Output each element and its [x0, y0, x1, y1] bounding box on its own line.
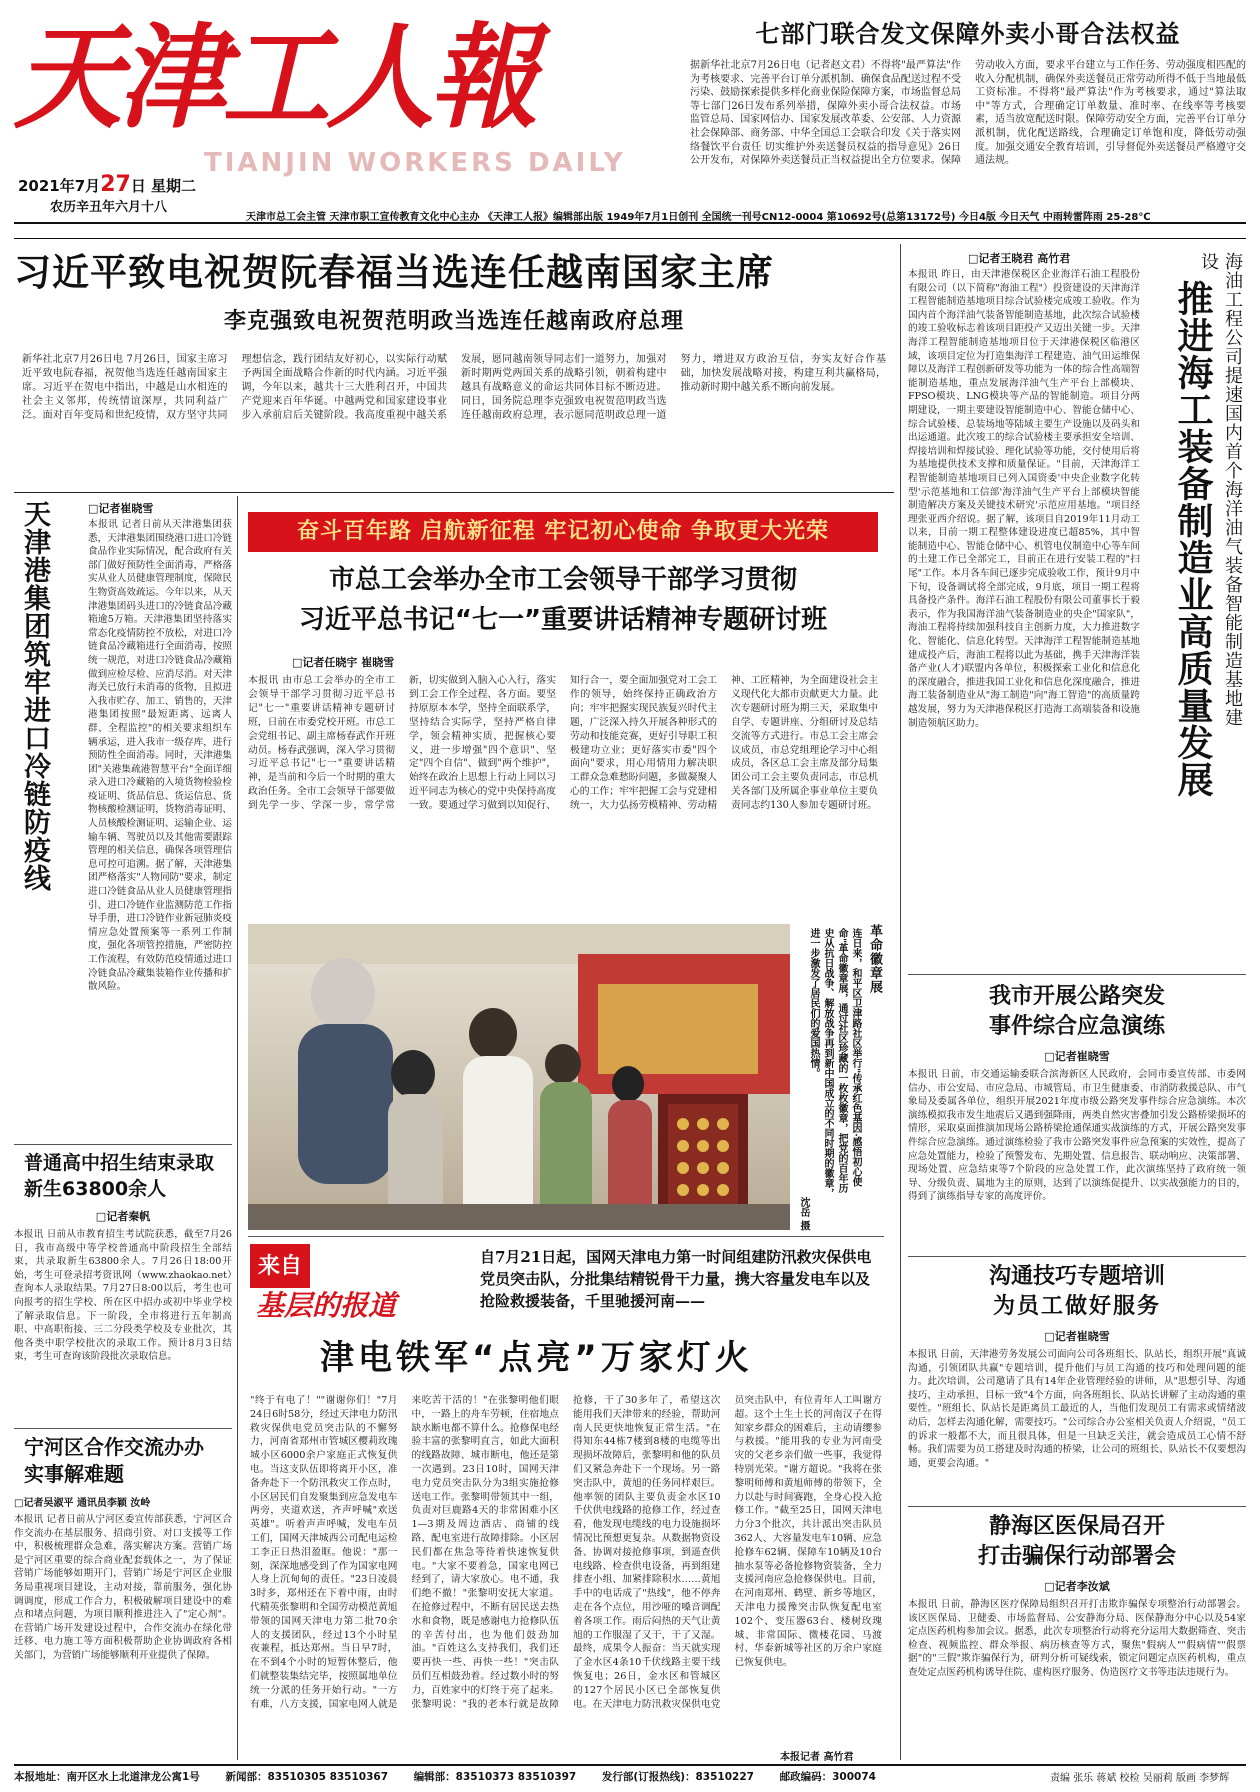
left-story-port: [14, 500, 232, 1140]
lunar-date: 农历辛丑年六月十八: [50, 200, 168, 215]
footer-staff: 责编 张乐 蒋斌 校检 吴丽莉 版画 李梦辉: [1050, 1773, 1230, 1784]
left-story-ninghe-body: 本报讯 记者日前从宁河区委宣传部获悉，宁河区合作交流办在基层服务、招商引资、对口支援等工作中，积极梳理群众急难，落实解决方案。营销广场是宁河区重要的综合商业配套载体之一，为了保证营销广场能够如期开门，营销广场是宁河区企业服务局重视项目建设，主动对接，靠前服务，强化协调调度，形成工作合力，积极破解项目建设中的难点和堵点问题，为项目顺利推进注入了"定心剂"。在营销广场开发建设过程中，合作交流办在绿化带迁移、电力施工等方面积极帮助企业协调政府各相关部门，为营销广场能够顺利开业提供了保障。: [14, 1514, 232, 1661]
issue-day: 27: [100, 172, 131, 197]
left-story-enrollment: [14, 1150, 232, 1420]
drill-title-2: 事件综合应急演练: [988, 1014, 1165, 1039]
left-story-enrollment-title: 普通高中招生结束录取新生63800余人: [24, 1152, 215, 1200]
grassroots-tag-text: 基层的报道: [256, 1289, 397, 1322]
centenary-banner: 奋斗百年路 启航新征程 牢记初心使命 争取更大光荣: [248, 512, 878, 552]
photo-title: 革命徽章展: [867, 924, 882, 994]
training-title-1: 沟通技巧专题培训: [988, 1264, 1165, 1289]
lead-subtitle: 李克强致电祝贺范明政当选连任越南政府总理: [223, 308, 684, 334]
exhibition-photo-image: [248, 924, 790, 1230]
medicare-title-2: 打击骗保行动部署会: [977, 1544, 1176, 1569]
lead-title: 习近平致电祝贺阮春福当选连任越南国家主席: [14, 251, 774, 294]
right-story-training: [908, 1262, 1246, 1502]
issue-info-bar: 天津市总工会主管 天津市职工宣传教育文化中心主办 《天津工人报》编辑部出版 1949年7月1日创刊 全国统一刊号CN12-0004 第10692号(总第13172号) 今日4版 今日天气 中雨转雷阵雨 25-28℃: [246, 212, 1151, 223]
lead-story: [14, 244, 894, 484]
union-study-title-1: 市总工会举办全市工会领导干部学习贯彻: [328, 565, 797, 595]
feature-credit: 本报记者 高竹君: [780, 1752, 854, 1763]
photo-caption: 连日来，和平区卫津路社区举行"传承红色基因·感悟初心使命"革命徽章展，通过社区珍藏的一枚枚徽章，把党的百年历史从抗日战争、解放战争再到新中国成立的不同时期的徽章，进一步激发了居民们的爱国热情。: [808, 928, 861, 1198]
offshore-body: 本报讯 昨日，由天津港保税区企业海洋石油工程股份有限公司（以下简称"海油工程"）投资建设的天津海洋工程智能制造基地项目综合试验楼完成竣工验收。作为国内首个海洋油气装备智能制造基地，此次综合试验楼的竣工验收标志着该项目距投产又迈出关键一步。天津海洋工程智能制造基地项目位于天津港保税区临港区域，该项目定位为打造集海洋工程建造、油气田运维保障以及海洋工程创新研发等功能为一体的综合性高端智能制造基地，重点发展海洋油气生产平台上部模块、FPSO模块、LNG模块等产品的智能制造。项目分两期建设，一期主要建设智能制造中心、智能仓储中心、综合试验楼、总装场地等陆域主要生产设施以及码头和出运通道。此次竣工的综合试验楼主要承担安全培训、焊接培训和焊接试验、理化试验等功能，交付使用后将为基地提供技术支撑和质量保证。"目前，天津海洋工程智能制造基地项目已列入国资委'中央企业数字化转型'示范基地和工信部'海洋油气生产平台上部模块智能制造解决方案及关键技术研究'示范应用基地。"项目经理张亚西介绍说。据了解，该项目自2019年11月动工以来，目前一期工程整体建设进度已超85%，其中智能制造中心、智能仓储中心、机管电仪制造中心等车间的土建工作已全部完工，目前正在进行安装工程的"扫尾"工作。本月各车间已逐步完成验收工作，预计9月中下旬，设备调试将全部完成，9月底，项目一期工程将具备投产条件。海洋石油工程股份有限公司董事长于毅表示，作为我国海洋油气装备制造业的央企"国家队"，海油工程将持续加强科技自主创新力度，大力推进数字化、智能化、信息化转型。天津海洋工程智能制造基地建成投产后，海油工程将以此为基础，携手天津海洋装备产业(人才)联盟内各单位，积极探索工业化和信息化的深度融合，推进我国工业化和信息化深度融合，推进海工装备制造业从"海工制造"向"海工智造"的高质量跨越发展，努力为天津港保税区打造海工高端装备和设施制造领航区助力。: [908, 269, 1140, 729]
offshore-subtitle: 海油工程公司提速国内首个海洋油气装备智能制造基地建设: [1198, 252, 1243, 727]
left-story-port-body: 本报讯 记者日前从天津港集团获悉，天津港集团围绕港口进口冷链食品作业实际情况，配合政府有关部门做好预防性全面消毒，严格落实从业人员健康管理制度，保障民生物资高效疏运。今年以来，从天津港集团码头进口的冷链食品冷藏箱逾5万箱。天津港集团坚持落实常态化疫情防控不放松，对进口冷链食品冷藏箱进行全面消毒，按照统一规范，对进口冷链食品冷藏箱做到应检尽检、应消尽消。对天津海关已放行未消毒的货物，且拟进入我市贮存、加工、销售的，天津港集团按照"最短距离、远离人群、全程监控"的相关要求组织车辆承运，进入我市一级存库，进行预防性全面消毒。同时，天津港集团"关港集疏港智慧平台"全面详细录入进口冷藏箱的入境货物检验检疫证明、货品信息、货运信息、货物核酸检测证明，货物消毒证明、人员核酸检测证明、运输企业、运输车辆、驾驶员以及其他需要跟踪管理的相关信息，确保各项管理信息可控可追溯。据了解，天津港集团严格落实"人物同防"要求，制定进口冷链食品从业人员健康管理指引、进口冷链作业监测防范工作指导手册，进口冷链作业新冠肺炎疫情应急处置预案等一系列工作制度，强化各项管控措施，严密防控工作流程，有效防范疫情通过进口冷链食品冷藏集装箱作业传播和扩散风险。: [88, 519, 232, 993]
training-title-2: 为员工做好服务: [992, 1294, 1161, 1319]
training-byline: □记者崔晓雪: [1044, 1330, 1110, 1343]
masthead-logo: 天津工人報: [14, 11, 535, 145]
left-story-ninghe: [14, 1434, 232, 1754]
photo-caption-block: [796, 924, 884, 1230]
offshore-byline: □记者王晓君 高竹君: [968, 252, 1071, 265]
footer-edit-dept: 编辑部：83510373 83510397: [413, 1771, 577, 1783]
masthead: [14, 10, 714, 215]
footer-distribution: 发行部(订报热线)：83510227: [601, 1771, 754, 1783]
left-story-ninghe-byline: □记者吴淑平 通讯员李颖 汝岭: [14, 1498, 151, 1509]
drill-title-1: 我市开展公路突发: [988, 984, 1165, 1009]
medicare-body: 本报讯 日前，静海区医疗保障局组织召开打击欺诈骗保专项整治行动部署会。该区医保局、卫健委、市场监督局、公安静海分局、医保静海分中心以及54家定点医药机构参加会议。据悉，此次专项整治行动将充分运用大数据筛查、突击检查、视频监控、群众举报、病历核查等方式，聚焦"假病人""假病情""假票据"的"三假"欺诈骗保行为，研判分析可疑线索，锁定问题定点医药机构，重点查处定点医药机构诱导住院、虚构医疗服务、伪造医疗文书等违法违规行为。: [908, 1599, 1246, 1678]
grassroots-tag-red: 来自: [250, 1244, 310, 1288]
top-story-title: 七部门联合发文保障外卖小哥合法权益: [755, 20, 1181, 48]
left-story-enrollment-body: 本报讯 日前从市教育招生考试院获悉，截至7月26日，我市高级中等学校普通高中阶段招生全部结束，共录取新生63800余人。7月26日18:00开始，考生可登录招考资讯网（www.zhaokao.net）查询本人录取结果。7月27日8:00以后，考生也可向报考的招生学校、所在区中招办或初中毕业学校了解录取信息。下一阶段，全市将进行五年制高职、中高职衔接、三二分段类学校及专业批次，其他各类中职学校批次的录取工作。预计8月3日结束，考生可查询该阶段批次录取信息。: [14, 1229, 232, 1363]
left-story-enrollment-byline: □记者秦帆: [95, 1210, 151, 1223]
photo-credit: 沈岳 摄: [798, 1196, 809, 1230]
feature-body: "终于有电了！""谢谢你们！"7月24日6时58分，经过天津电力防汛救灾保供电党员突击队的不懈努力，河南省郑州市管城区樱莉玫瑰城小区6000余户家庭正式恢复供电。当这支队伍即将离开小区，准备奔赴下一个防汛救灾工作点时，小区居民们自发聚集到应急发电车两旁，夹道欢送，齐声呼喊"欢送英雄"。听着声声呼喊，发电车员工们，国网天津城西公司配电运检工李正日热泪盈眶。他说："那一刻，深深地感受到了作为国家电网人身上沉甸甸的责任。"23日凌晨3时多，郑州还在下着中雨，由时代精英张黎明和全国劳动模范黄旭带领的国网天津电力第二批70余人的支援团队，经过13个小时星夜兼程，抵达郑州。当日早7时，在不到4个小时的短暂休整后，他们就整装集结完毕，按照属地单位统一分派的任务开始行动。"一方有难，八方支援，国家电网人就是来吃苦干活的！"在张黎明他们眼中，一路上的舟车劳顿，住宿地点缺水断电都不算什么。抢修保电经验丰富的张黎明直言，如此大面积的线路故障、城市断电，他还是第一次遇到。23日10时，国网天津电力党员突击队分为3组实施抢修送电工作。张黎明带领其中一组，负责对巨鹿路4天的非常困难小区1—3期及周边酒店、商铺的线路、配电室进行故障排除。小区居民们都在焦急等待着快速恢复供电。"大家不要着急，国家电网已经到了，请大家放心。电不通，我们绝不撤！"张黎明安抚大家道。在抢修过程中，不断有居民送去热水和食物，既是感谢电力抢修队伍的辛苦付出，也为他们鼓劲加油。"百姓这么支持我们，我们还要再快一些、再快一些！"突击队员们互相鼓劲着。经过数小时的努力，百姓家中的灯终于亮了起来。张黎明说："我的老本行就是故障抢修，干了30多年了，希望这次能用我们天津带来的经验，帮助河南人民更快地恢复正常生活。"在得知东44栋7楼到8楼的电缆等出现损坏故障后，张黎明和他的队员们又紧急奔赴下一个现场。另一路突击队中，黄旭的任务同样艰巨。他率领的团队主要负责金水区10千伏供电线路的抢修工作，经过查看，他发现电缆线的电力设施损坏情况比预想更复杂。从数据物资设备、协调对接抢修事项，到遥查供电线路、检查供电设备，再到组建排查小组、加紧排除积水……黄旭手中的电话成了"热线"，他不停奔走在各个点位，用沙哑的嗓音调配着各项工作。雨后闷热的天气让黄旭的工作服湿了又干，干了又湿。最终，成果令人振奋：当天就实现了金水区4条10千伏线路主要干线恢复电；26日，金水区和管城区的127个居民小区已全部恢复供电。在天津电力防汛救灾保供电党员突击队中，有位青年人工叫谢方超。这个土生土长的河南汉子在得知家乡群众的困难后，主动请缨参与救援。"能用我的专业为河南受灾的父老乡亲们做一些事，我觉得特别光荣。"谢方超说。"我将在张黎明师傅和黄旭师傅的带领下，全力以赴与时间赛跑，全身心投入抢修工作。"截至25日，国网天津电力分3个批次，共计派出突击队员362人、大容量发电车10辆、应急抢修车62辆、保障车10辆及10台抽水泵等必备抢修物资装备，全力支援河南应急抢修保供电。目前，在河南郑州、鹤壁、新乡等地区，天津电力援豫突击队恢复配电室102个、变压器63台、楼树玫瑰城、非常国际、微楼花园、马渡村、华泰新城等社区的万余户家庭已恢复供电。: [250, 1395, 882, 1710]
right-story-drill: [908, 982, 1246, 1252]
medicare-byline: □记者李汝斌: [1044, 1580, 1110, 1593]
masthead-pinyin: TIANJIN WORKERS DAILY: [204, 148, 626, 178]
top-story-body: 据新华社北京7月26日电（记者赵文君）不得将"最严算法"作为考核要求、完善平台订单分派机制、确保食品配送过程不受污染、鼓励探索提供多样化商业保险保障方案，市场监督总局等七部门26日发布系列举措，保障外卖小哥合法权益。市场监管总局、国家网信办、国家发展改革委、公安部、人力资源社会保障部、商务部、中华全国总工会联合印发《关于落实网络餐饮平台责任 切实维护外卖送餐员权益的指导意见》26日公开发布，对保障外卖送餐员正当权益提出全方位要求。保障劳动收入方面，要求平台建立与工作任务、劳动强度相匹配的收入分配机制，确保外卖送餐员正常劳动所得不低于当地最低工资标准。不得将"最严算法"作为考核要求，通过"算法取中"等方式，合理确定订单数量、准时率、在线率等考核要素，适当放宽配送时限。保障劳动安全方面，完善平台订单分派机制，优化配送路线，合理确定订单饱和度，降低劳动强度。加强交通安全教育培训，引导督促外卖送餐员严格遵守交通法规。: [690, 60, 1246, 167]
footer-news-dept: 新闻部：83510305 83510367: [225, 1771, 389, 1783]
left-story-port-byline: □记者崔晓雪: [88, 502, 154, 515]
drill-byline: □记者崔晓雪: [1044, 1050, 1110, 1063]
right-story-medicare: [908, 1512, 1246, 1756]
feature-intro: 自7月21日起，国网天津电力第一时间组建防汛救灾保供电党员突击队，分批集结精锐骨干力量，携大容量发电车以及抢险救援装备，千里驰援河南——: [480, 1248, 872, 1310]
left-story-ninghe-title: 宁河区合作交流办办实事解难题: [24, 1435, 204, 1486]
union-study-title-2: 习近平总书记“七一”重要讲话精神专题研讨班: [298, 605, 828, 635]
left-story-port-title: 天津港集团筑牢进口冷链防疫线: [19, 500, 50, 892]
lead-body: 新华社北京7月26日电 7月26日，国家主席习近平致电阮春福，祝贺他当选连任越南国家主席。习近平在贺电中指出，中越是山水相连的社会主义邻邦，传统情谊深厚，共同利益广泛。面对百年变局和世纪疫情，双方坚守共同理想信念，践行团结友好初心，以实际行动赋予两国全面战略合作新的时代内涵。习近平强调，今年以来，越共十三大胜利召开，中国共产党迎来百年华诞。中越两党和国家建设事业步入承前启后关键阶段。我高度重视中越关系发展，愿同越南领导同志们一道努力，加强对新时期两党两国关系的战略引领，朝着构建中越具有战略意义的命运共同体目标不断迈进。同日，国务院总理李克强致电祝贺范明政当选连任越南政府总理，表示愿同范明政总理一道努力，增进双方政治互信，夯实友好合作基础，加快发展战略对接，构建互利共赢格局，推动新时期中越关系不断向前发展。: [22, 354, 886, 421]
top-story: [690, 14, 1246, 194]
footer-postcode: 邮政编码：300074: [779, 1771, 876, 1783]
footer-address: 本报地址：南开区水上北道津龙公寓1号: [14, 1771, 200, 1783]
badge-exhibition-photo: [248, 924, 790, 1230]
medicare-title-1: 静海区医保局召开: [988, 1514, 1165, 1539]
grassroots-report-tag: [250, 1244, 446, 1324]
union-study-byline: □记者任晓宇 崔晓雪: [292, 656, 395, 669]
union-study-body: 本报讯 由市总工会举办的全市工会领导干部学习贯彻习近平总书记"七一"重要讲话精神专题研讨班，日前在市委党校开班。市总工会党组书记、副主席杨春武作开班动员。杨春武强调，深入学习贯彻习近平总书记"七一"重要讲话精神，是当前和今后一个时期的重大政治任务。全市工会领导干部要做到先学一步、学深一步，常学常新，切实做到入脑入心入行，落实到工会工作全过程、各方面。要坚持原原本本学，坚持全面联系学，坚持结合实际学，坚持严格自律学，领会精神实质，把握核心要义，进一步增强"四个意识"、坚定"四个自信"、做到"两个维护"，始终在政治上思想上行动上同以习近平同志为核心的党中央保持高度一致。要通过学习做到以知促行、知行合一，要全面加强党对工会工作的领导，始终保持正确政治方向；牢牢把握实现民族复兴时代主题，广泛深入持久开展各种形式的劳动和技能竞赛，更好引导职工积极建功立业；更好落实市委"四个面向"要求，用心用情用力解决职工群众急难愁盼问题，多做凝聚人心的工作；牢牢把握工会与党建相统一，大力弘扬劳模精神、劳动精神、工匠精神，为全面建设社会主义现代化大都市贡献更大力量。此次专题研讨班为期三天，采取集中自学、专题讲座、分组研讨及总结交流等方式进行。市总工会主席会议成员，市总党组理论学习中心组成员，各区总工会主席及部分局集团公司工会主要负责同志，市总机关各部门及所属企事业单位主要负责同志约130人参加专题研讨班。: [248, 675, 878, 812]
right-story-offshore: [908, 250, 1246, 970]
union-study-story: [248, 560, 878, 888]
offshore-title: 推进海工装备制造业高质量发展: [1172, 280, 1213, 798]
drill-body: 本报讯 日前，市交通运输委联合滨海新区人民政府，会同市委宣传部、市委网信办、市公安局、市应急局、市城管局、市卫生健康委、市消防救援总队、市气象局及委属各单位，组织开展2021年度市级公路突发事件综合应急演练。本次演练模拟我市发生地震后又遇到强降雨，两类自然灾害叠加引发公路桥梁损坏的情形，采取桌面推演加现场公路桥梁抢通保通实战演练的方式，开展公路突发事件综合应急演练。通过演练检验了我市公路突发事件应急预案的实效性，提高了应急处置能力，检验了预警发布、先期处置、信息报告、联动响应、决策部署、现场处置、应急结束等7个阶段的应急处置工作，此次演练坚持了政府统一领导、分级负责、属地为主的原则，达到了以演练促提升、以实战强能力的目的，得到了演练指导专家的高度评价。: [908, 1069, 1246, 1203]
issue-date: 2021年7月27日 星期二: [18, 172, 197, 197]
training-body: 本报讯 日前，天津港劳务发展公司面向公司各班组长、队站长，组织开展"真诚沟通，引领团队共赢"专题培训，提升他们与员工沟通的技巧和处理问题的能力。此次培训，公司邀请了具有14年企业管理经验的讲师，从"思想引导、沟通技巧、主动承担、目标一致"4个方面，向各班组长、队站长讲解了主动沟通的重要性。"班组长、队站长是距离员工最近的人，当他们发现员工有需求或情绪波动后，怎样去沟通化解，需要技巧。"公司综合办公室相关负责人介绍说，"员工的诉求一般都不大，而且很具体，但是一旦缺乏关注，就会造成员工心情不舒畅。我们需要为员工搭建及时沟通的桥梁，让公司的班组长、队站长不仅要想沟通，更要会沟通。": [908, 1349, 1246, 1469]
feature-title: 津电铁军“点亮”万家灯火: [320, 1338, 753, 1378]
